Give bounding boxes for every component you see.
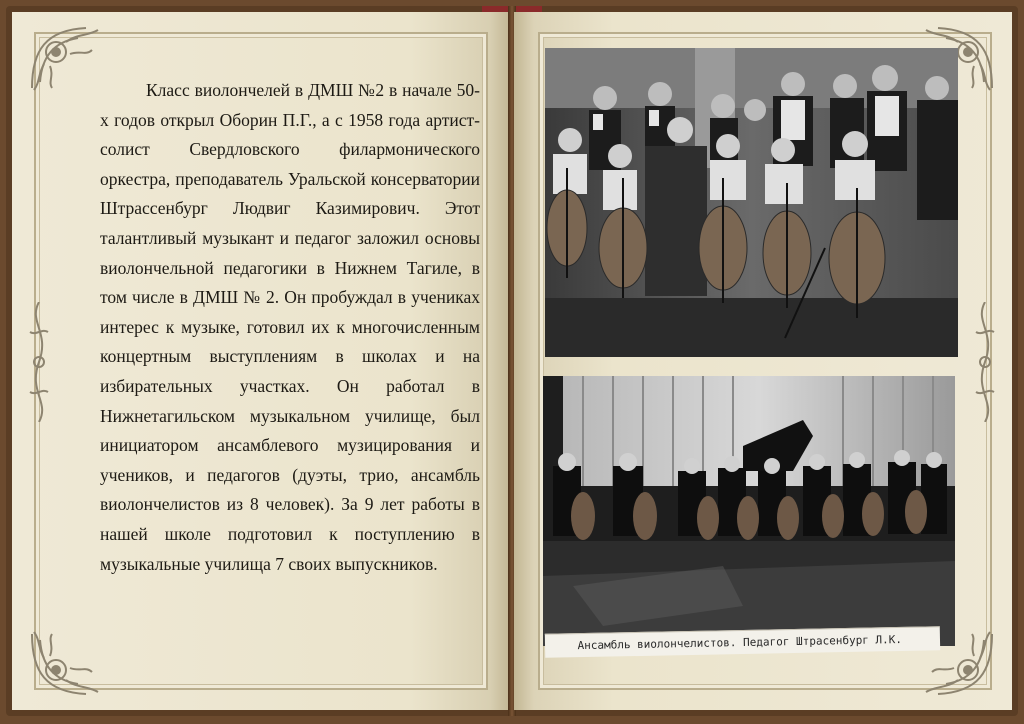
cello-ensemble-stage-photo	[543, 376, 955, 646]
side-ornament-icon	[26, 302, 52, 422]
left-page	[12, 12, 510, 710]
corner-ornament-icon	[26, 628, 110, 702]
side-ornament-icon	[972, 302, 998, 422]
body-text	[100, 76, 480, 579]
photo-caption: Ансамбль виолончелистов. Педагог Штрасенбург Л.К.	[545, 626, 940, 658]
body-paragraph: Класс виолончелей в ДМШ №2 в начале 50-х годов открыл Оборин П.Г., а с 1958 года артист-солист Свердловского филармонического оркестра, преподаватель Уральской консерватории Штрассенбург Людвиг Казимирович. Этот талантливый музыкант и педагог заложил основы виолончельной педагогики в Нижнем Тагиле, в том числе в ДМШ № 2. Он пробуждал в учениках интерес к музыке, готовил их к многочисленным концертным выступлениям в школах и на избирательных участках. Он работал в Нижнетагильском музыкальном училище, был инициатором ансамблевого музицирования и учеников, и педагогов (дуэты, трио, ансамбль виолончелистов из 8 человек). За 9 лет работы в нашей школе подготовил к поступлению в музыкальные училища 7 своих выпускников.	[100, 80, 480, 574]
cello-class-group-photo	[545, 48, 958, 357]
corner-ornament-icon	[26, 20, 110, 94]
